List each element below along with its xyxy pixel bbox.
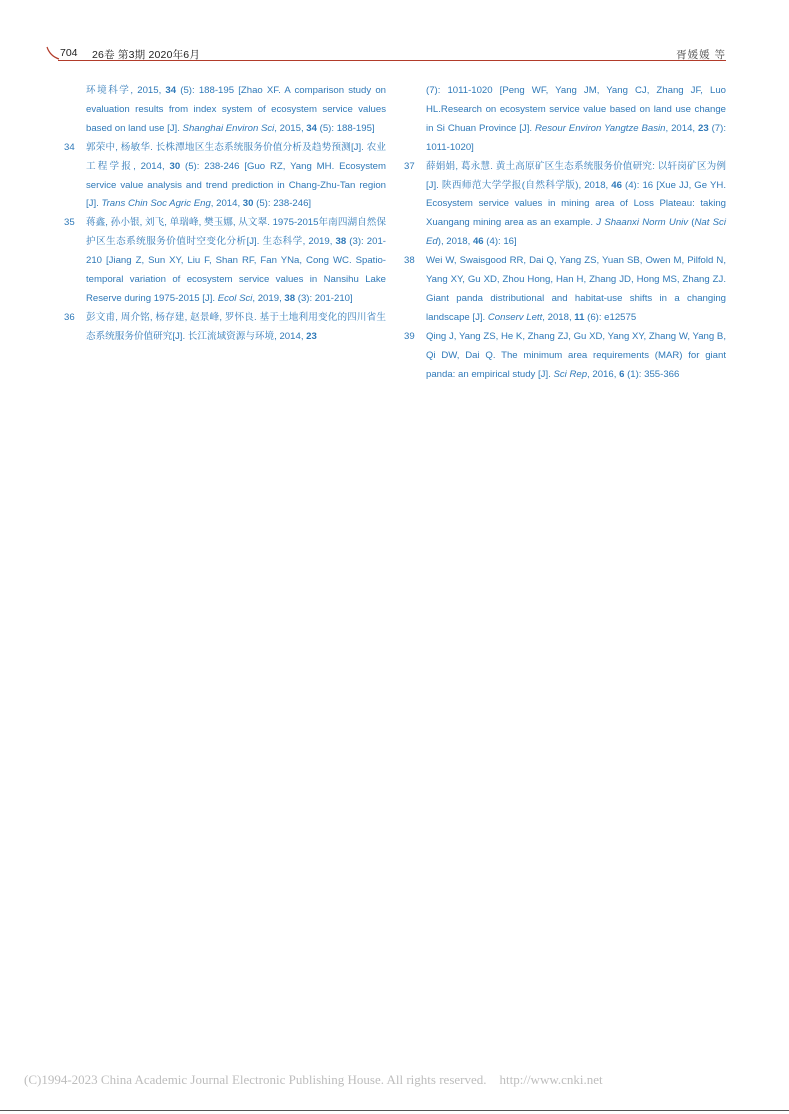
reference-text-segment: (6): e12575 [584, 311, 637, 323]
reference-text-segment: (5): 238-246] [253, 198, 312, 210]
volume-number: 46 [472, 236, 484, 248]
reference-number: 35 [64, 217, 75, 229]
reference-number: 36 [64, 311, 75, 323]
journal-abbrev: J Shaanxi Norm Univ [596, 217, 689, 229]
reference-text [86, 85, 386, 134]
header-rule [58, 60, 726, 61]
volume-number: 11 [574, 311, 585, 323]
references-left-column [46, 82, 386, 347]
volume-number: 46 [611, 179, 622, 191]
cnki-url: http://www.cnki.net [499, 1072, 603, 1087]
reference-text-segment: , 2016, [587, 368, 620, 380]
copyright-watermark [24, 1072, 603, 1088]
reference-text-segment: (1): 355-366 [624, 368, 680, 380]
journal-abbrev: Sci Rep [553, 368, 588, 380]
volume-number: 34 [165, 85, 177, 96]
reference-text [426, 255, 726, 323]
reference-entry [386, 328, 726, 385]
page-number: 704 [60, 47, 78, 59]
volume-number: 23 [306, 330, 317, 342]
reference-text-segment: , 2019, [252, 292, 285, 304]
volume-number: 38 [335, 236, 347, 248]
journal-issue-info: 26卷 第3期 2020年6月 [92, 49, 201, 61]
reference-text-segment: (4): 16] [483, 236, 517, 248]
reference-entry [46, 139, 386, 215]
reference-number: 34 [64, 141, 75, 153]
reference-entry [386, 158, 726, 253]
running-head-authors: 胥媛媛 等 [676, 49, 726, 61]
reference-text [426, 85, 726, 153]
volume-number: 6 [619, 368, 625, 380]
copyright-text: (C)1994-2023 China Academic Journal Electronic Publishing House. All rights reserved. [24, 1072, 487, 1087]
reference-text-segment: (3): 201-210] [295, 292, 353, 304]
reference-text-segment: 薛娟娟, 葛永慧. 黄土高原矿区生态系统服务价值研究: 以轩岗矿区为例[J]. 陕西师范大学学报(自然科学版), 2018, [426, 160, 726, 191]
journal-abbrev: Shanghai Environ Sci [182, 122, 275, 134]
journal-abbrev: Trans Chin Soc Agric Eng [101, 198, 211, 210]
reference-text [86, 312, 386, 342]
header-corner-mark-icon [46, 46, 60, 60]
reference-text-segment: (4): 16 [Xue JJ, Ge YH. Ecosystem service values in mining area of Loss Plateau: taking Xuangang mining area as an example. [426, 179, 726, 229]
reference-text-segment: 郭荣中, 杨敏华. 长株潭地区生态系统服务价值分析及趋势预测[J]. 农业工程学报, 2014, [86, 141, 386, 172]
reference-text-segment: (7): 1011-1020 [Peng WF, Yang JM, Yang CJ, Zhang JF, Luo HL.Research on ecosystem service value based on land use change in Si Chuan Province [J]. [426, 85, 726, 134]
journal-abbrev: Ecol Sci [217, 292, 253, 304]
reference-text-segment: (7): 1011-1020] [426, 122, 726, 153]
reference-text [426, 331, 726, 380]
reference-text [426, 161, 726, 248]
reference-text-segment: Wei W, Swaisgood RR, Dai Q, Yang ZS, Yuan SB, Owen M, Pilfold N, Yang XY, Gu XD, Zhou Hong, Han H, Zhang JD, Hong MS, Zhang ZJ. Giant panda distributional and habitat-use shifts in a changing landscape [J]. [426, 255, 726, 323]
reference-text-segment: (3): 201-210 [Jiang Z, Sun XY, Liu F, Shan RF, Fan YNa, Cong WC. Spatio-temporal variation of ecosystem service values in Nansihu Lake Reserve during 1975-2015 [J]. [86, 236, 386, 304]
volume-number: 30 [169, 160, 181, 172]
reference-text-segment: (5): 188-195] [316, 122, 375, 134]
reference-text [86, 217, 386, 304]
reference-entry [46, 82, 386, 139]
reference-entry [46, 309, 386, 347]
journal-abbrev: Conserv Lett [487, 311, 543, 323]
reference-text-segment: (5): 188-195 [Zhao XF. A comparison study on evaluation results from index system of ecosystem service values based on land use [J]. [86, 85, 386, 134]
reference-text-segment: Qing J, Yang ZS, He K, Zhang ZJ, Gu XD, Yang XY, Zhang W, Yang B, Qi DW, Dai Q. The minimum area requirements (MAR) for giant panda: an empirical study [J]. [426, 330, 726, 380]
journal-abbrev: Nat Sci Ed [426, 217, 726, 248]
reference-text-segment: , 2015, [274, 122, 307, 134]
reference-text-segment: 环境科学, 2015, [86, 85, 166, 96]
journal-abbrev: Resour Environ Yangtze Basin [534, 122, 666, 134]
reference-text-segment: (5): 238-246 [Guo RZ, Yang MH. Ecosystem service value analysis and trend prediction in Chang-Zhu-Tan region [J]. [86, 160, 386, 210]
reference-text [86, 142, 386, 210]
reference-text-segment: ), 2018, [437, 236, 473, 248]
reference-text-segment: , 2014, [210, 198, 243, 210]
reference-text-segment: ( [688, 217, 695, 229]
volume-number: 38 [284, 292, 296, 304]
reference-text-segment: , 2018, [542, 311, 575, 323]
reference-number: 37 [404, 160, 415, 172]
reference-entry [386, 252, 726, 328]
reference-entry [46, 214, 386, 309]
reference-text-segment: 蒋鑫, 孙小银, 刘飞, 单瑞峰, 樊玉娜, 从文翠. 1975-2015年南四湖自然保护区生态系统服务价值时空变化分析[J]. 生态科学, 2019, [86, 217, 386, 248]
reference-text-segment: 彭文甫, 周介铭, 杨存建, 赵景峰, 罗怀良. 基于土地利用变化的四川省生态系统服务价值研究[J]. 长江流域资源与环境, 2014, [86, 311, 386, 342]
reference-number: 39 [404, 330, 415, 342]
reference-number: 38 [404, 255, 415, 267]
volume-number: 23 [698, 122, 709, 134]
reference-entry [386, 82, 726, 158]
references-right-column [386, 82, 726, 385]
volume-number: 34 [306, 122, 317, 134]
volume-number: 30 [242, 198, 254, 210]
footer-rule [0, 1110, 789, 1111]
reference-text-segment: , 2014, [665, 122, 699, 134]
